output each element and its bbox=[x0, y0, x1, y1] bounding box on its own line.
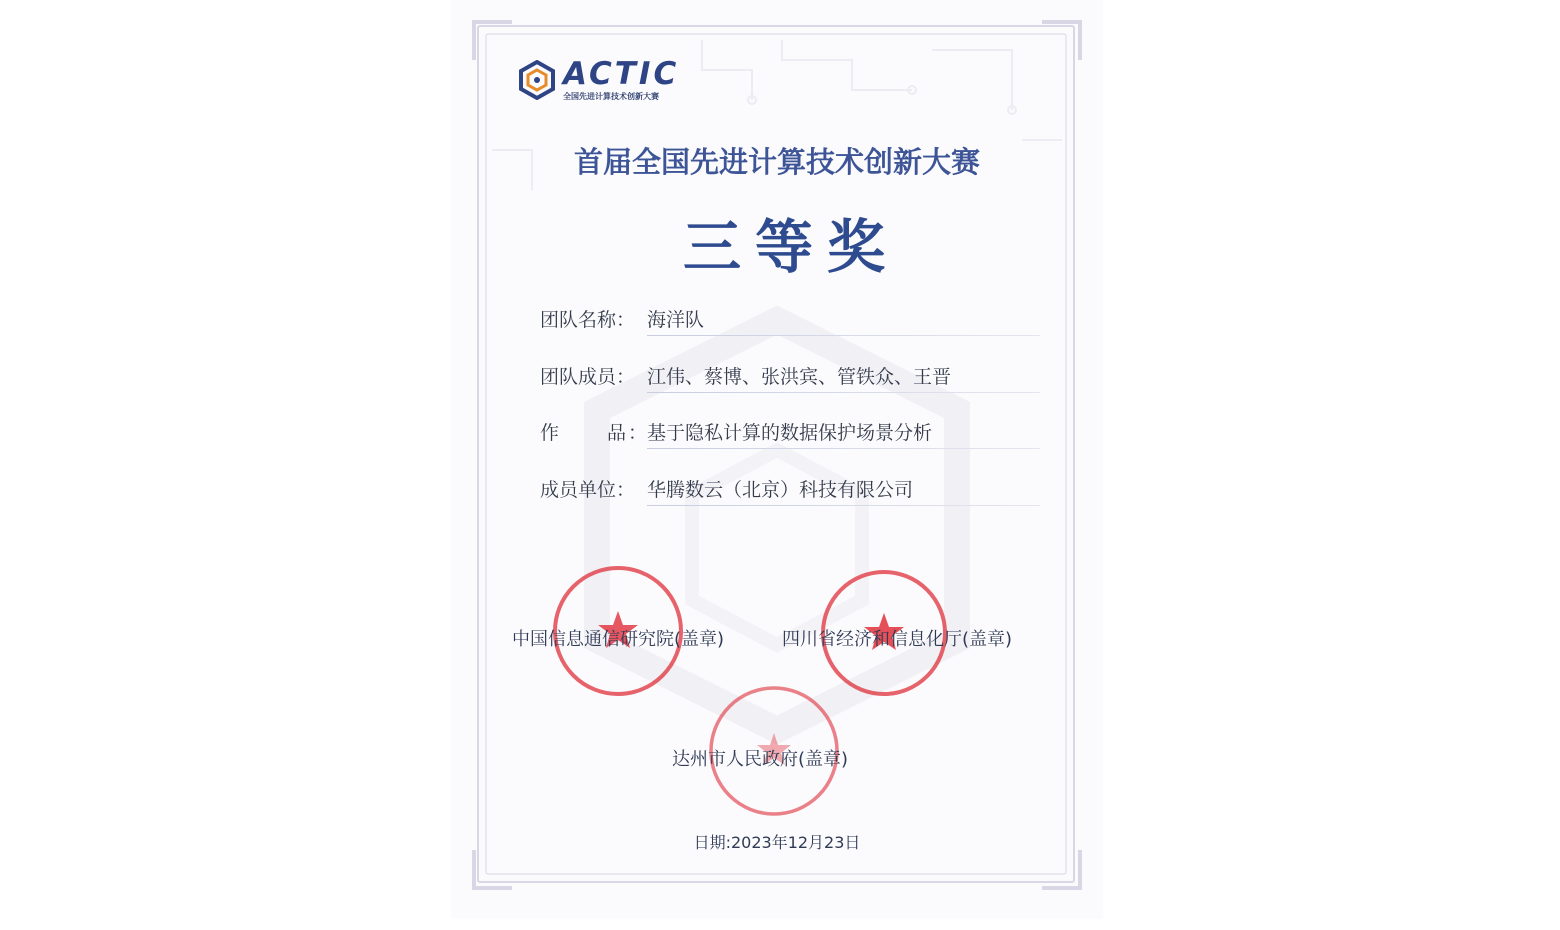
underline bbox=[647, 392, 1040, 393]
field-team-name bbox=[540, 305, 1040, 335]
field-value: 江伟、蔡博、张洪宾、管铁众、王晋 bbox=[647, 366, 952, 388]
actic-logo bbox=[518, 56, 688, 104]
hexagon-logo-icon bbox=[518, 60, 556, 100]
field-value: 基于隐私计算的数据保护场景分析 bbox=[647, 422, 933, 444]
field-value: 海洋队 bbox=[647, 309, 705, 331]
field-label: 团队成员： bbox=[540, 366, 636, 388]
logo-wordmark: ACTIC bbox=[563, 56, 680, 92]
issue-date: 日期:2023年12月23日 bbox=[693, 833, 861, 852]
logo-subtitle: 全国先进计算技术创新大赛 bbox=[563, 92, 659, 101]
field-team-members bbox=[540, 362, 1040, 392]
field-label: 团队名称： bbox=[540, 309, 636, 331]
field-label: 成员单位： bbox=[540, 479, 636, 501]
certificate bbox=[452, 0, 1102, 918]
underline bbox=[647, 448, 1040, 449]
underline bbox=[647, 505, 1040, 506]
field-work: 作 品 ： 基于隐私计算的数据保护场景分析 bbox=[540, 418, 1040, 448]
underline bbox=[647, 335, 1040, 336]
issuer-right: 四川省经济和信息化厅(盖章) bbox=[782, 629, 1013, 650]
field-value: 华腾数云（北京）科技有限公司 bbox=[647, 479, 914, 501]
award-title: 三等奖 bbox=[682, 213, 899, 281]
contest-title: 首届全国先进计算技术创新大赛 bbox=[573, 145, 980, 179]
issuer-left: 中国信息通信研究院(盖章) bbox=[512, 629, 725, 650]
issuer-bottom: 达州市人民政府(盖章) bbox=[672, 749, 849, 770]
field-member-unit bbox=[540, 475, 1040, 505]
